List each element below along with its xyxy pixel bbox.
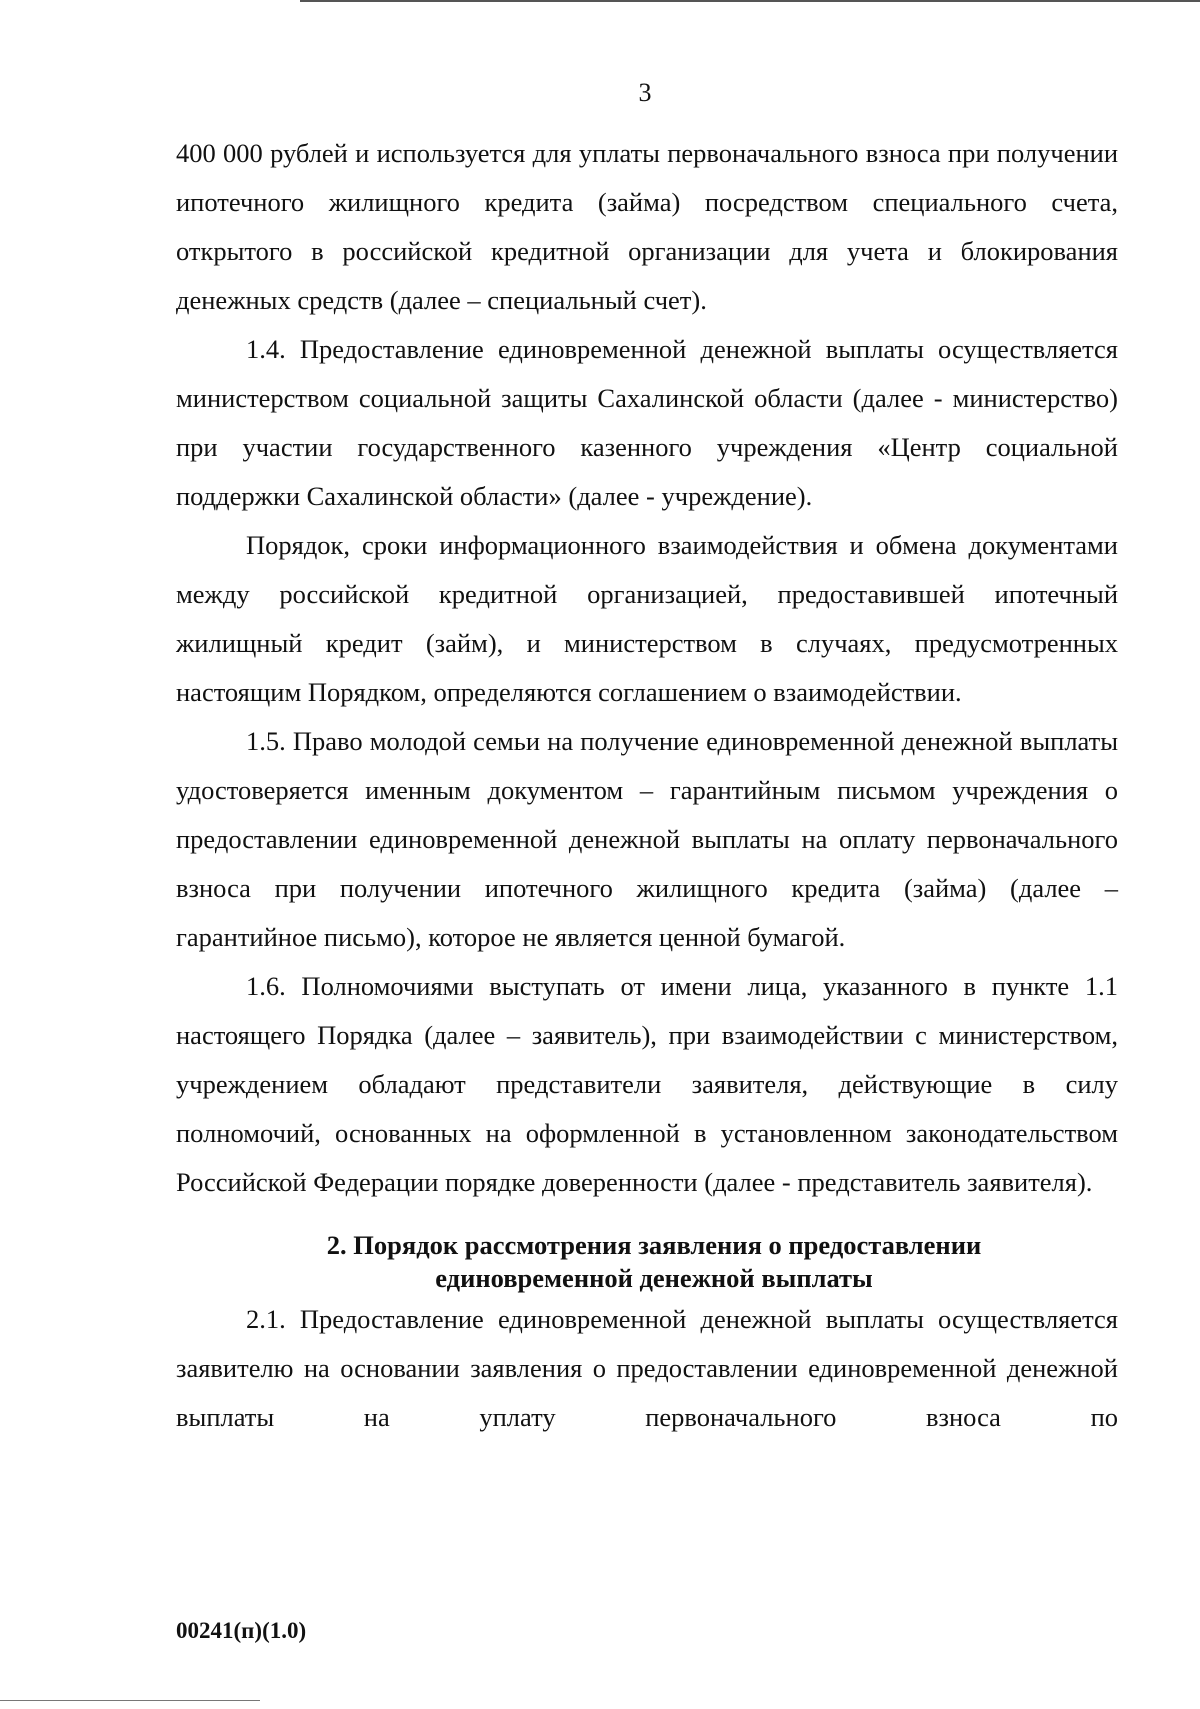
paragraph-2-1: 2.1. Предоставление единовременной денежной выплаты осуществляется заявителю на основании заявления о предоставлении единовременной денежной выплаты на уплату первоначального взноса по [176, 1304, 1118, 1432]
document-body [176, 129, 1118, 1442]
scan-edge-line-bottom [0, 1700, 260, 1701]
paragraph-1-3-continued: 400 000 рублей и используется для уплаты первоначального взноса при получении ипотечного жилищного кредита (займа) посредством специального счета, открытого в российской кредитной организации для учета и блокирования денежных средств (далее – специальный счет). [176, 138, 1118, 315]
paragraph-1-5: 1.5. Право молодой семьи на получение единовременной денежной выплаты удостоверяется именным документом – гарантийным письмом учреждения о предоставлении единовременной денежной выплаты на оплату первоначального взноса при получении ипотечного жилищного кредита (займа) (далее – гарантийное письмо), которое не является ценной бумагой. [176, 726, 1118, 952]
paragraph-1-4: 1.4. Предоставление единовременной денежной выплаты осуществляется министерством социальной защиты Сахалинской области (далее - министерство) при участии государственного казенного учреждения «Центр социальной поддержки Сахалинской области» (далее - учреждение). [176, 334, 1118, 511]
section-2-heading-line-2: единовременной денежной выплаты [435, 1263, 873, 1293]
paragraph-1-6: 1.6. Полномочиями выступать от имени лица, указанного в пункте 1.1 настоящего Порядка (далее – заявитель), при взаимодействии с министерством, учреждением обладают представители заявителя, действующие в силу полномочий, основанных на оформленной в установленном законодательством Российской Федерации порядке доверенности (далее - представитель заявителя). [176, 971, 1118, 1197]
scan-edge-line [300, 0, 1200, 2]
section-2-heading [176, 1229, 1118, 1295]
document-code: 00241(п)(1.0) [176, 1618, 307, 1643]
page-number: 3 [638, 78, 652, 107]
paragraph-exchange-procedure: Порядок, сроки информационного взаимодействия и обмена документами между российской кредитной организацией, предоставившей ипотечный жилищный кредит (займ), и министерством в случаях, предусмотренных настоящим Порядком, определяются соглашением о взаимодействии. [176, 530, 1118, 707]
section-2-heading-line-1: 2. Порядок рассмотрения заявления о предоставлении [326, 1230, 982, 1260]
